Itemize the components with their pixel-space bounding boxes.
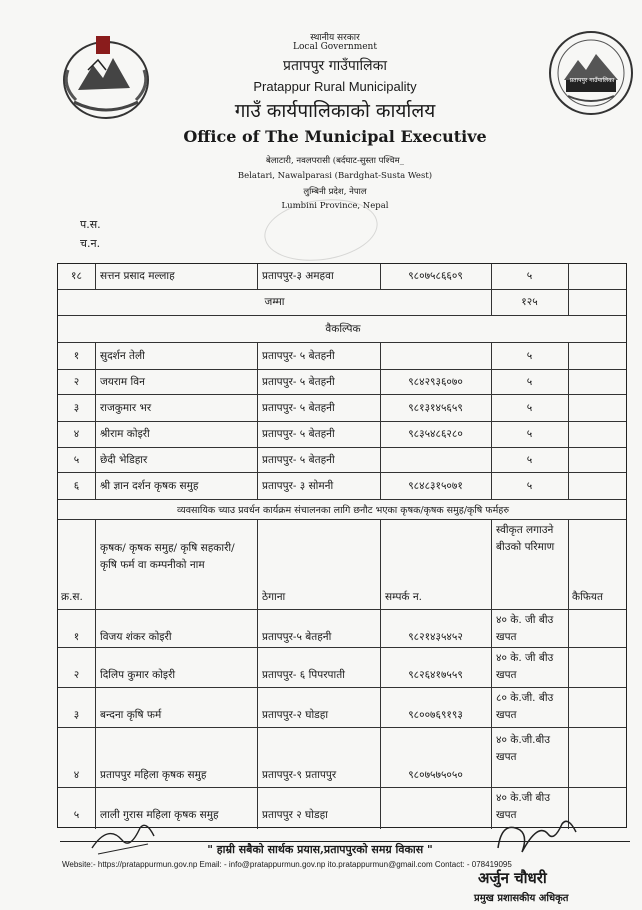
alt-address: प्रतापपुर- ५ बेतहनी — [262, 428, 335, 440]
s2-address: प्रतापपुर-९ प्रतापपुर — [262, 769, 337, 781]
municipality-seal-logo — [548, 30, 634, 116]
alt-qty: ५ — [526, 454, 533, 466]
col-header-sn: क्र.स. — [61, 591, 83, 603]
alt-name: श्रीराम कोइरी — [100, 428, 150, 440]
s2-qty: ४० के.जी.बीउ खपत — [496, 734, 550, 763]
alt-qty: ५ — [526, 428, 533, 440]
header-province-np: लुम्बिनी प्रदेश, नेपाल — [303, 187, 367, 197]
total-label: जम्मा — [264, 296, 285, 308]
alt-name: जयराम विन — [100, 376, 145, 388]
col-header-name: कृषक/ कृषक समुह/ कृषि सहकारी/ कृषि फर्म वा कम्पनीको नाम — [100, 542, 235, 571]
s2-address: प्रतापपुर २ घोडहा — [262, 809, 328, 821]
beneficiary-table — [57, 263, 627, 828]
alt-address: प्रतापपुर- ५ बेतहनी — [262, 454, 335, 466]
s2-name: लाली गुरास महिला कृषक समुह — [100, 809, 219, 821]
s2-name: प्रतापपुर महिला कृषक समुह — [100, 769, 207, 781]
alt-address: प्रतापपुर- ५ बेतहनी — [262, 376, 335, 388]
alt-address: प्रतापपुर- ३ सोमनी — [262, 480, 334, 492]
s2-phone: ९८००७६९१९३ — [408, 709, 463, 721]
alt-sn: ५ — [73, 454, 80, 466]
alt-sn: ३ — [73, 402, 80, 414]
seal-label: प्रतापपुर गाउँपालिका — [569, 77, 615, 84]
s2-phone: ९८२१४३५४५२ — [408, 631, 463, 643]
row18-phone: ९८०७५८६६०९ — [408, 270, 463, 282]
alt-name: छेदी भेडिहार — [100, 454, 148, 466]
row18-qty: ५ — [526, 270, 533, 282]
footer-slogan: " हाम्री सबैको सार्थक प्रयास,प्रतापपुरको समग्र विकास " — [207, 843, 433, 856]
alt-qty: ५ — [526, 480, 533, 492]
alt-phone: ९८४८३१५०७१ — [408, 480, 463, 492]
s2-phone: ९८०७५७५०५० — [408, 769, 463, 781]
header-office-np: गाउँ कार्यपालिकाको कार्यालय — [234, 100, 436, 122]
section2-heading: व्यवसायिक च्याउ प्रवर्धन कार्यक्रम संचालनका लागि छनौट भएका कृषक/कृषक समुह/कृषि फर्महरु — [176, 505, 510, 516]
alt-phone: ९८४२९३६०७० — [408, 376, 463, 388]
s2-sn: २ — [73, 669, 80, 681]
s2-phone: ९८२६४१७५५९ — [408, 669, 463, 681]
header-municipality-en: Pratappur Rural Municipality — [253, 79, 417, 94]
s2-sn: १ — [73, 631, 80, 643]
s2-sn: ३ — [73, 709, 80, 721]
ref-ps: प.स. — [80, 218, 101, 231]
header-municipality-np: प्रतापपुर गाउँपालिका — [283, 58, 387, 74]
row18-name: सत्तन प्रसाद मल्लाह — [100, 270, 175, 282]
s2-name: दिलिप कुमार कोइरी — [100, 669, 176, 681]
s2-qty: ४० के.जी बीउ खपत — [496, 792, 550, 821]
alt-sn: ४ — [73, 428, 80, 440]
alt-qty: ५ — [526, 376, 533, 388]
alt-phone: ९८३५४८६२८० — [408, 428, 463, 440]
header-gov-np: स्थानीय सरकार — [310, 33, 360, 43]
col-header-phone: सम्पर्क न. — [385, 591, 422, 603]
alt-address: प्रतापपुर- ५ बेतहनी — [262, 402, 335, 414]
signatory-title: प्रमुख प्रशासकीय अधिकृत — [474, 893, 569, 904]
col-header-remarks: कैफियत — [572, 591, 603, 603]
alt-sn: २ — [73, 376, 80, 388]
total-value: १२५ — [521, 296, 538, 308]
footer-contact: Website:- https://pratappurmun.gov.np Email: - info@pratappurmun.gov.np ito.pratappurmun@gmail.com Contact: - 078419095 — [62, 860, 512, 869]
s2-address: प्रतापपुर-२ घोडहा — [262, 709, 329, 721]
header-gov-en: Local Government — [293, 42, 377, 52]
row18-address: प्रतापपुर-३ अमहवा — [262, 270, 334, 282]
alt-qty: ५ — [526, 350, 533, 362]
signature-right — [492, 812, 582, 862]
header-office-en: Office of The Municipal Executive — [183, 127, 487, 146]
s2-address: प्रतापपुर- ६ पिपरपाती — [262, 669, 345, 681]
header-address-np: बेलाटारी, नवलपरासी (बर्दघाट-सुस्ता पश्चिम_ — [266, 156, 404, 166]
nepal-emblem-logo — [58, 30, 153, 122]
alt-name: श्री ज्ञान दर्शन कृषक समुह — [100, 480, 199, 492]
row18-sn: १८ — [71, 270, 82, 282]
alt-qty: ५ — [526, 402, 533, 414]
col-header-address: ठेगाना — [262, 591, 286, 603]
ref-cn: च.न. — [80, 237, 101, 250]
alternative-heading: वैकल्पिक — [325, 323, 361, 335]
s2-qty: ४० के. जी बीउ खपत — [496, 614, 554, 643]
s2-name: बन्दना कृषि फर्म — [100, 709, 162, 721]
alt-name: राजकुमार भर — [100, 402, 152, 414]
s2-name: विजय शंकर कोइरी — [100, 631, 172, 643]
alt-sn: ६ — [73, 480, 80, 492]
alt-sn: १ — [73, 350, 80, 362]
alt-address: प्रतापपुर- ५ बेतहनी — [262, 350, 335, 362]
header-province-en: Lumbini Province, Nepal — [281, 201, 389, 211]
s2-address: प्रतापपुर-५ बेतहनी — [262, 631, 332, 643]
s2-sn: ४ — [73, 769, 80, 781]
s2-qty: ४० के. जी बीउ खपत — [496, 652, 554, 681]
col-header-qty: स्वीकृत लगाउने बीउको परिमाण — [496, 524, 555, 553]
alt-name: सुदर्शन तेली — [100, 350, 145, 362]
alt-phone: ९८१३१४५६५९ — [408, 402, 463, 414]
signature-left — [88, 818, 158, 858]
header-address-en: Belatari, Nawalparasi (Bardghat-Susta West) — [237, 171, 433, 181]
s2-sn: ५ — [73, 809, 80, 821]
signatory-name: अर्जुन चौधरी — [478, 869, 547, 887]
s2-qty: ८० के.जी. बीउ खपत — [496, 692, 554, 721]
